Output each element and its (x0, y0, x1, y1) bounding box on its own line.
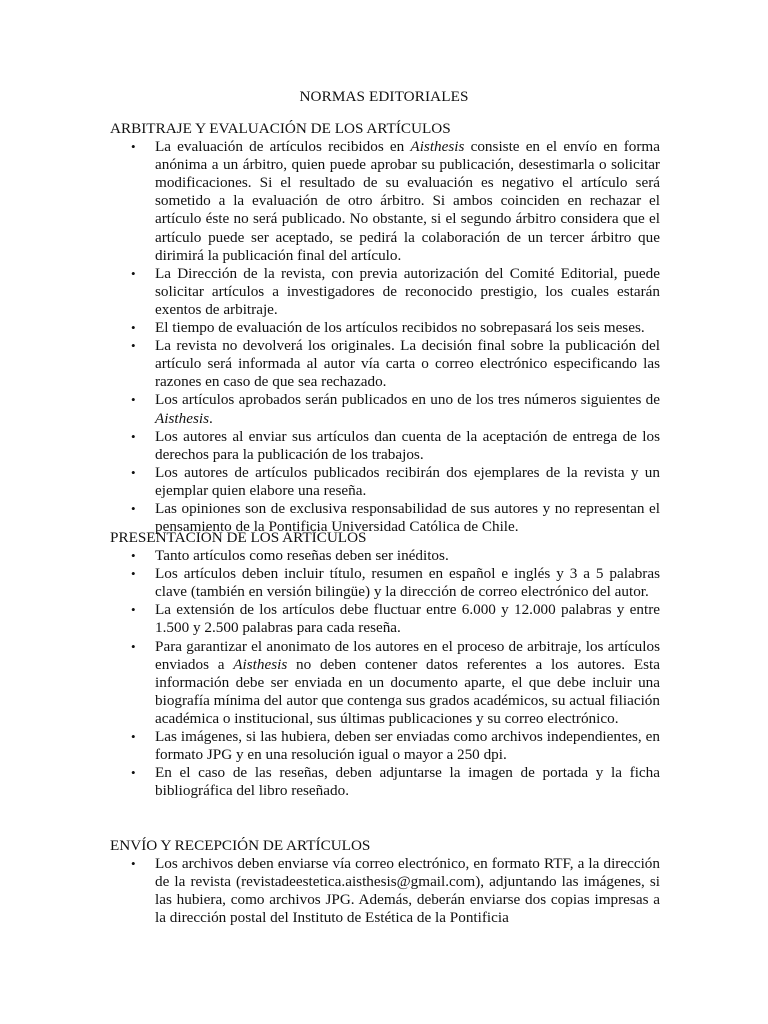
item-text: La evaluación de artículos recibidos en (155, 138, 411, 156)
bullet-list (110, 855, 660, 927)
item-text: Tanto artículos como reseñas deben ser inéditos. (155, 547, 449, 565)
bullet-icon: • (131, 638, 136, 654)
bullet-list (110, 138, 660, 536)
item-text: El tiempo de evaluación de los artículos recibidos no sobrepasará los seis meses. (155, 319, 645, 337)
bullet-icon: • (131, 729, 136, 745)
section-heading: ENVÍO Y RECEPCIÓN DE ARTÍCULOS (110, 837, 371, 854)
item-text: Los artículos deben incluir título, resumen en español e inglés y 3 a 5 palabras clave (también en versión bilingüe) y la dirección de correo electrónico del autor. (155, 565, 660, 601)
bullet-icon: • (131, 265, 136, 281)
section-presentacion (110, 529, 660, 800)
item-text: En el caso de las reseñas, deben adjuntarse la imagen de portada y la ficha bibliográfica del libro reseñado. (155, 764, 660, 800)
bullet-icon: • (131, 338, 136, 354)
list-item (110, 428, 660, 464)
item-text: Las imágenes, si las hubiera, deben ser enviadas como archivos independientes, en formato JPG y en una resolución igual o mayor a 250 dpi. (155, 728, 660, 764)
bullet-icon: • (131, 602, 136, 618)
item-text-italic: Aisthesis (155, 409, 210, 427)
bullet-icon: • (131, 320, 136, 336)
list-item (110, 855, 660, 927)
item-text: La revista no devolverá los originales. La decisión final sobre la publicación del artículo será informada al autor vía carta o correo electrónico especificando las razones en caso de que sea rechazado. (155, 337, 660, 391)
list-item (110, 138, 660, 265)
list-item (110, 337, 660, 391)
list-item (110, 391, 660, 427)
list-item (110, 565, 660, 601)
bullet-icon: • (131, 392, 136, 408)
section-heading: ARBITRAJE Y EVALUACIÓN DE LOS ARTÍCULOS (110, 120, 451, 137)
section-envio (110, 837, 660, 927)
bullet-icon: • (131, 464, 136, 480)
item-text: Los artículos aprobados serán publicados en uno de los tres números siguientes de (155, 391, 660, 409)
item-text: Los autores de artículos publicados recibirán dos ejemplares de la revista y un ejemplar quien elabore una reseña. (155, 463, 660, 499)
item-text: Las opiniones son de exclusiva responsabilidad de sus autores y no representan el pensamiento de la Pontificia Universidad Católica de Chile. (155, 499, 660, 536)
bullet-icon: • (131, 856, 136, 872)
item-text: consiste en el envío en forma anónima a un árbitro, quien puede aprobar su publicación, desestimarla o solicitar modificaciones. Si el resultado de su evaluación es negativo el artículo será sometido a la evaluación de otro árbitro. Si ambos coinciden en rechazar el artículo éste no será publicado. No obstante, si el segundo árbitro considera que el artículo puede ser aceptado, se pedirá la colaboración de un tercer árbitro que dirimirá la publicación final del artículo. (155, 138, 660, 264)
item-text: Los autores al enviar sus artículos dan cuenta de la aceptación de entrega de los derechos para la publicación de los trabajos. (155, 427, 660, 463)
item-text: no deben contener datos referentes a los autores. Esta información debe ser enviada en un documento aparte, el que debe incluir una biografía mínima del autor que contenga sus grados académicos, su actual filiación académica o institucional, sus últimas publicaciones y su correo electrónico. (155, 655, 660, 727)
list-item (110, 638, 660, 728)
item-text: Los archivos deben enviarse vía correo electrónico, en formato RTF, a la dirección de la revista (revistadeestetica.aisthesis@gmail.com), adjuntando las imágenes, si las hubiera, como archivos JPG. Además, deberán enviarse dos copias impresas a la dirección postal del Instituto de Estética de la Pontificia (155, 855, 660, 927)
list-item (110, 319, 660, 337)
list-item (110, 265, 660, 319)
item-text-italic: Aisthesis (410, 138, 465, 156)
list-item (110, 547, 660, 565)
bullet-icon: • (131, 566, 136, 582)
section-heading: PRESENTACIÓN DE LOS ARTÍCULOS (110, 529, 367, 546)
list-item (110, 764, 660, 800)
item-text-italic: Aisthesis (233, 655, 288, 673)
bullet-icon: • (131, 765, 136, 781)
item-text: Para garantizar el anonimato de los autores en el proceso de arbitraje, los artículos enviados a (155, 637, 660, 673)
list-item (110, 728, 660, 764)
item-text: La extensión de los artículos debe fluctuar entre 6.000 y 12.000 palabras y entre 1.500 y 2.500 palabras para cada reseña. (155, 601, 660, 637)
list-item (110, 464, 660, 500)
item-text: . (209, 409, 213, 427)
section-arbitraje (110, 120, 660, 536)
bullet-list (110, 547, 660, 800)
document-title: NORMAS EDITORIALES (299, 88, 469, 105)
bullet-icon: • (131, 500, 136, 516)
bullet-icon: • (131, 428, 136, 444)
list-item (110, 601, 660, 637)
item-text: La Dirección de la revista, con previa autorización del Comité Editorial, puede solicitar artículos a investigadores de reconocido prestigio, los cuales estarán exentos de arbitraje. (155, 264, 660, 318)
bullet-icon: • (131, 139, 136, 155)
bullet-icon: • (131, 548, 136, 564)
